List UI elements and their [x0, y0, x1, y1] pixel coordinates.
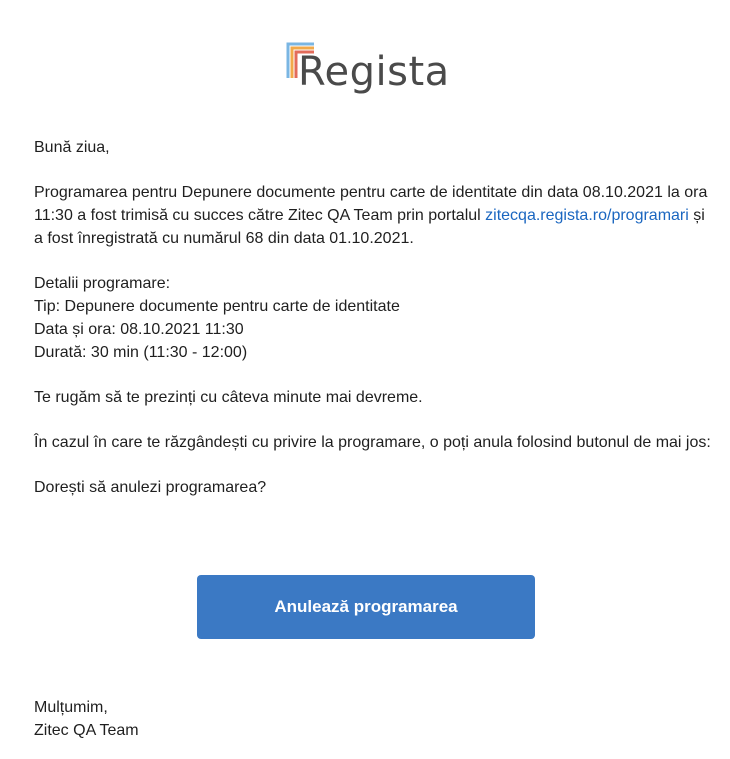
cancel-button-container [197, 575, 535, 639]
email-body [34, 136, 714, 499]
signature: Zitec QA Team [34, 722, 139, 739]
cancel-appointment-button[interactable]: Anulează programarea [197, 575, 535, 639]
cancel-question: Dorești să anulezi programarea? [34, 479, 267, 496]
greeting: Bună ziua, [34, 139, 110, 156]
cancel-info: În cazul în care te răzgândești cu privire la programare, o poți anula folosind butonul de mai jos: [34, 434, 711, 451]
details-heading: Detalii programare: [34, 275, 171, 292]
logo-text: Regista [298, 49, 450, 95]
intro-paragraph [34, 181, 714, 250]
intro-text-before-link: Programarea pentru Depunere documente pentru carte de identitate din data 08.10.2021 la ora 11:30 a fost trimisă cu succes către Zitec QA Team prin portalul [34, 184, 708, 224]
arrive-early-note: Te rugăm să te prezinți cu câteva minute mai devreme. [34, 389, 423, 406]
portal-link[interactable]: zitecqa.regista.ro/programari [485, 207, 689, 224]
details-duration: Durată: 30 min (11:30 - 12:00) [34, 344, 248, 361]
intro-text-after-link: și a fost înregistrată cu numărul 68 din data 01.10.2021. [34, 207, 705, 247]
details-type: Tip: Depunere documente pentru carte de identitate [34, 298, 400, 315]
signoff [34, 696, 139, 742]
thanks-text: Mulțumim, [34, 699, 108, 716]
details-datetime: Data și ora: 08.10.2021 11:30 [34, 321, 244, 338]
regista-logo [286, 42, 456, 104]
